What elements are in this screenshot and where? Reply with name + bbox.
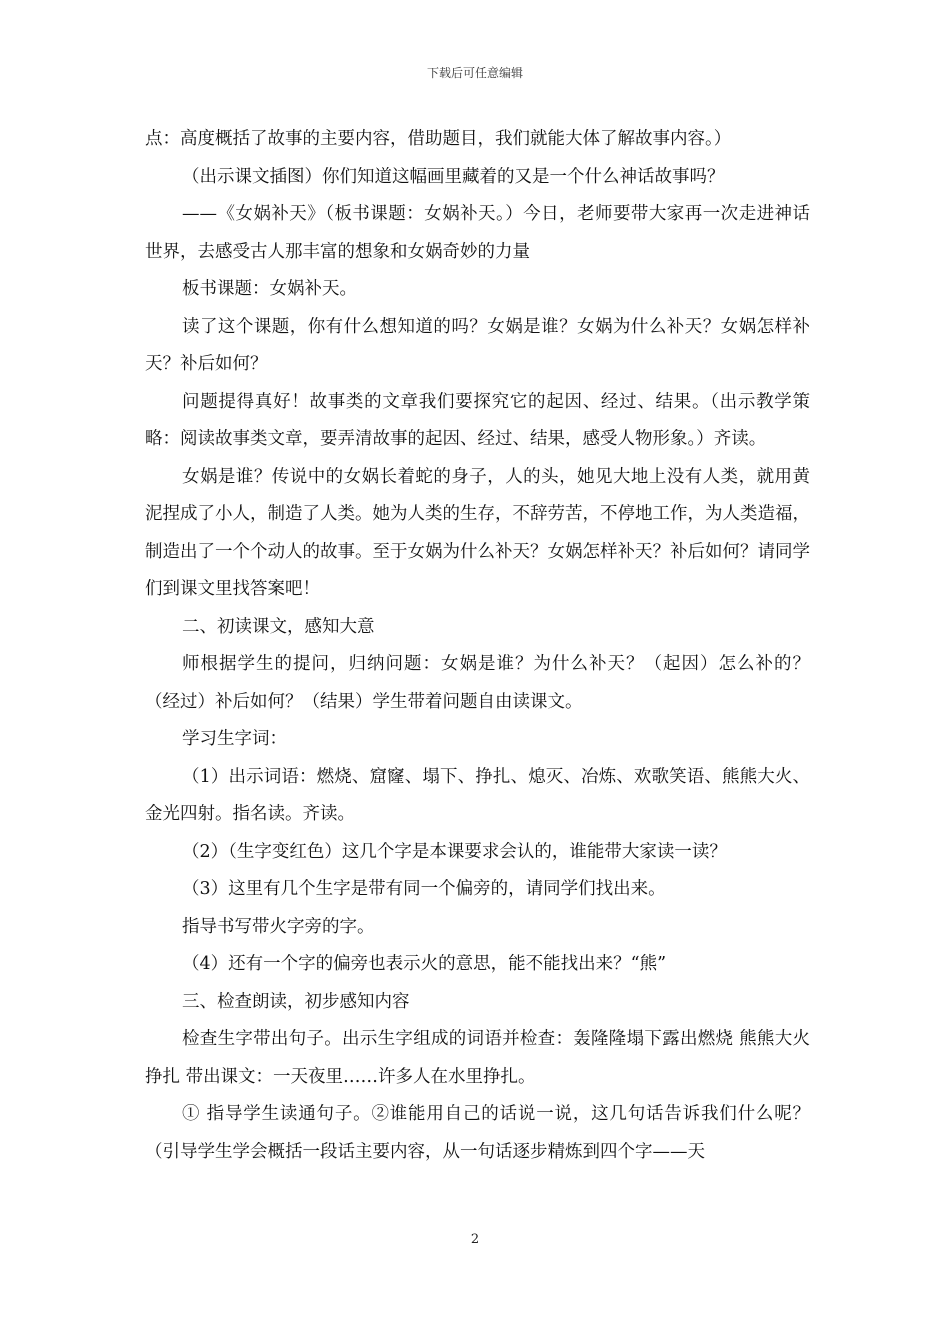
paragraph: （3）这里有几个生字是带有同一个偏旁的，请同学们找出来。 [182, 879, 666, 899]
paragraph: 师根据学生的提问，归纳问题：女娲是谁？为什么补天？（起因）怎么补的？（经过）补后如何？（结果）学生带着问题自由读课文。 [145, 654, 810, 712]
paragraph: 学习生字词： [182, 729, 287, 749]
paragraph: 检查生字带出句子。出示生字组成的词语并检查：轰隆隆塌下露出燃烧 熊熊大火 挣扎 带出课文：一天夜里……许多人在水里挣扎。 [145, 1029, 810, 1087]
page-number: 2 [470, 1232, 480, 1247]
paragraph: （1）出示词语：燃烧、窟窿、塌下、挣扎、熄灭、冶炼、欢歌笑语、熊熊大火、金光四射。指名读。齐读。 [145, 766, 810, 824]
paragraph: 三、检查朗读，初步感知内容 [182, 991, 410, 1012]
document-body [145, 121, 810, 1171]
paragraph: 二、初读课文，感知大意 [182, 616, 375, 637]
paragraph: ① 指导学生读通句子。②谁能用自己的话说一说，这几句话告诉我们什么呢？（引导学生学会概括一段话主要内容，从一句话逐步精炼到四个字——天 [145, 1104, 810, 1162]
paragraph: 女娲是谁？传说中的女娲长着蛇的身子，人的头，她见大地上没有人类，就用黄泥捏成了小人，制造了人类。她为人类的生存，不辞劳苦，不停地工作，为人类造福，制造出了一个个动人的故事。至于女娲为什么补天？女娲怎样补天？补后如何？请同学们到课文里找答案吧！ [145, 466, 810, 599]
paragraph: 点：高度概括了故事的主要内容，借助题目，我们就能大体了解故事内容。） [145, 129, 732, 149]
paragraph: ——《女娲补天》（板书课题：女娲补天。）今日，老师要带大家再一次走进神话世界，去感受古人那丰富的想象和女娲奇妙的力量 [145, 204, 810, 262]
page-header: 下载后可任意编辑 [426, 66, 523, 80]
paragraph: 问题提得真好！故事类的文章我们要探究它的起因、经过、结果。（出示教学策略：阅读故事类文章，要弄清故事的起因、经过、结果，感受人物形象。）齐读。 [145, 391, 810, 449]
paragraph: 板书课题：女娲补天。 [182, 279, 357, 299]
paragraph: （出示课文插图）你们知道这幅画里藏着的又是一个什么神话故事吗？ [182, 166, 725, 187]
paragraph: （4）还有一个字的偏旁也表示火的意思，能不能找出来？“熊” [182, 954, 667, 974]
paragraph: （2）（生字变红色）这几个字是本课要求会认的，谁能带大家读一读？ [182, 841, 727, 862]
paragraph: 指导书写带火字旁的字。 [182, 916, 375, 937]
paragraph: 读了这个课题，你有什么想知道的吗？女娲是谁？女娲为什么补天？女娲怎样补天？补后如何？ [145, 316, 810, 374]
